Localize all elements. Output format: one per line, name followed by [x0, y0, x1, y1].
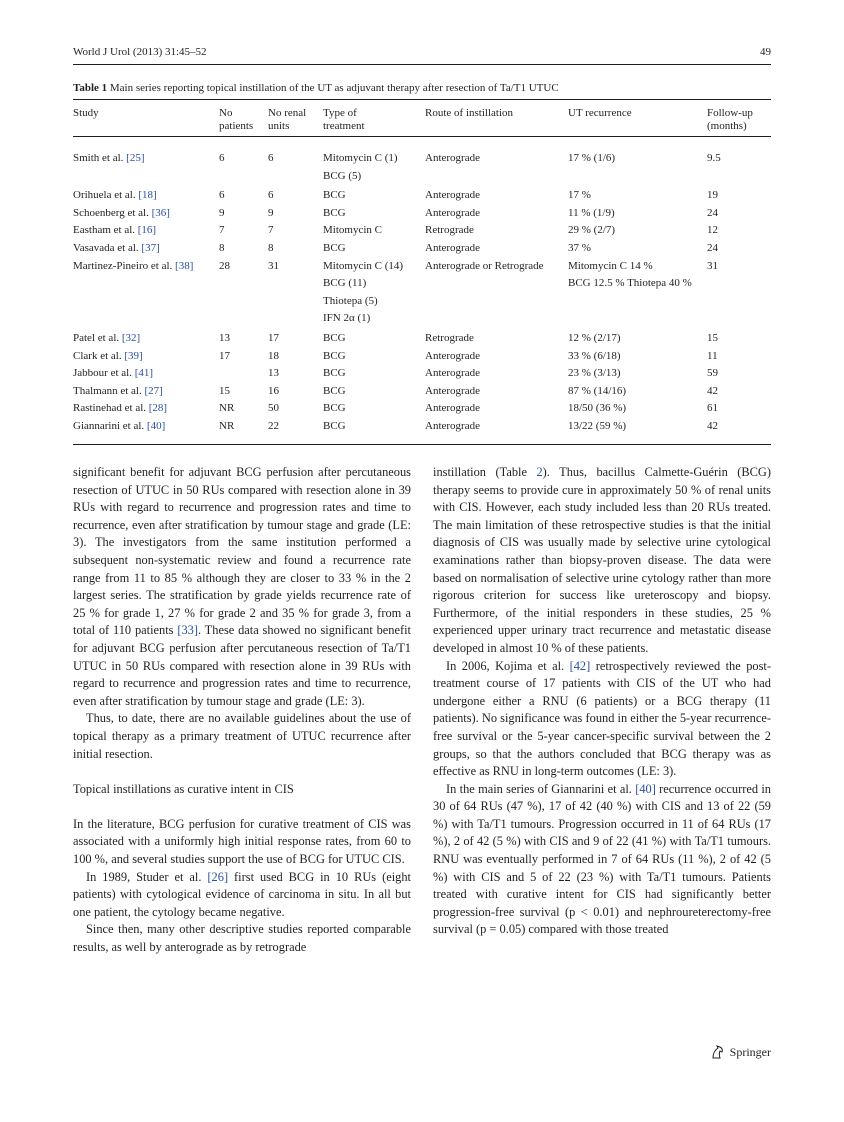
citation-link[interactable]: [40]	[146, 419, 166, 432]
citation-link[interactable]: [25]	[126, 152, 145, 164]
table-row	[73, 400, 771, 418]
citation-link[interactable]: [26]	[207, 869, 229, 884]
treatment-cell: BCG	[323, 206, 346, 219]
followup-cell: 24	[707, 206, 718, 219]
recurrence-cell: 37 %	[568, 241, 591, 254]
units-cell: 17	[268, 331, 279, 344]
followup-cell: 24	[707, 241, 718, 254]
recurrence-cell: 17 %	[568, 189, 591, 202]
treatment-cell: Mitomycin C	[323, 224, 382, 237]
citation-link[interactable]: [38]	[175, 259, 194, 272]
citation-link[interactable]: [36]	[151, 206, 170, 219]
followup-cell: 11	[707, 349, 718, 362]
treatment-cell: Mitomycin C (1) BCG (5)	[323, 152, 398, 182]
units-cell: 8	[268, 241, 274, 254]
left-paragraph-3: In the literature, BCG perfusion for curative treatment of CIS was associated with a uniformly high initial response rates, from 60 to 100 %, and several studies support the use of BCG for UTUC CIS.	[73, 816, 411, 867]
page-number: 49	[760, 46, 771, 58]
study-cell: Smith et al. [25]	[73, 152, 145, 164]
route-cell: Retrograde	[425, 331, 474, 344]
followup-cell: 59	[707, 367, 718, 380]
treatment-cell: BCG	[323, 418, 425, 444]
treatment-cell: BCG	[323, 331, 346, 344]
recurrence-cell: Mitomycin C 14 % BCG 12.5 % Thiotepa 40 %	[568, 259, 692, 290]
treatment-cell: BCG	[323, 367, 346, 380]
table-caption	[73, 82, 559, 94]
patients-cell: 13	[219, 331, 230, 344]
treatment-cell: BCG	[323, 241, 346, 254]
study-cell: Rastinehad et al. [28]	[73, 402, 168, 415]
citation-link[interactable]: [27]	[144, 384, 163, 397]
citation-link[interactable]: [37]	[141, 241, 160, 254]
treatment-cell: BCG	[323, 402, 346, 415]
route-cell: Anterograde	[425, 367, 480, 380]
citation-link[interactable]: [40]	[635, 781, 656, 796]
units-cell: 7	[268, 224, 274, 237]
citation-link[interactable]: [18]	[138, 189, 157, 202]
table-label: Table 1	[73, 82, 108, 94]
study-cell: Schoenberg et al. [36]	[73, 206, 170, 219]
table-row	[73, 258, 771, 328]
study-cell: Patel et al. [32]	[73, 331, 141, 344]
recurrence-cell: 23 % (3/13)	[568, 367, 621, 380]
study-cell: Clark et al. [39]	[73, 349, 143, 362]
followup-cell: 19	[707, 189, 718, 202]
column-header: No patients	[219, 100, 268, 137]
table-body	[73, 137, 771, 445]
patients-cell: 6	[219, 189, 225, 202]
study-cell: Giannarini et al. [40]	[73, 418, 219, 444]
patients-cell: NR	[219, 402, 235, 415]
right-paragraph-2: In 2006, Kojima et al. [42] retrospectively reviewed the post-treatment course of 17 patients with CIS of the UT who had undergone either a RNU (6 patients) or a BCG therapy (11 patients). No significance was found in either the 5-year recurrence-free survival or the 5-year cancer-specific survival between the 2 groups, so that the authors concluded that BCG therapy was as effective as RNU in long-term outcomes (LE: 3).	[433, 658, 771, 779]
left-paragraph-4: In 1989, Studer et al. [26] first used BCG in 10 RUs (eight patients) with cytological evidence of carcinoma in situ. In all but one patient, the cytology became negative.	[73, 869, 411, 919]
units-cell: 9	[268, 206, 274, 219]
route-cell: Anterograde	[425, 189, 480, 202]
patients-cell: 6	[219, 152, 225, 164]
study-cell: Jabbour et al. [41]	[73, 367, 154, 380]
left-column	[73, 464, 411, 957]
table-link[interactable]: 2	[536, 465, 543, 479]
units-cell: 6	[268, 189, 274, 202]
followup-cell: 12	[707, 224, 718, 237]
table-row	[73, 365, 771, 383]
citation-link[interactable]: [42]	[569, 658, 591, 673]
route-cell: Anterograde	[425, 349, 480, 362]
route-cell: Anterograde	[425, 402, 480, 415]
units-cell: 50	[268, 402, 279, 415]
route-cell: Anterograde	[425, 241, 480, 254]
publisher-name: Springer	[729, 1044, 771, 1059]
patients-cell: 17	[219, 349, 230, 362]
publisher-footer	[710, 1044, 771, 1060]
study-cell: Vasavada et al. [37]	[73, 241, 160, 254]
units-cell: 18	[268, 349, 279, 362]
table-row	[73, 418, 771, 444]
left-paragraph-5: Since then, many other descriptive studies reported comparable results, as well by anterograde as by retrograde	[73, 922, 411, 955]
patients-cell: 7	[219, 224, 225, 237]
citation-link[interactable]: [39]	[124, 349, 143, 362]
table-row	[73, 205, 771, 223]
followup-cell: 61	[707, 402, 718, 415]
recurrence-cell: 18/50 (36 %)	[568, 402, 627, 415]
recurrence-cell: 11 % (1/9)	[568, 206, 615, 219]
route-cell: Anterograde	[425, 152, 480, 164]
followup-cell: 15	[707, 331, 718, 344]
study-cell: Thalmann et al. [27]	[73, 384, 163, 397]
left-paragraph-2: Thus, to date, there are no available guidelines about the use of topical therapy as a primary treatment of UTUC recurrence after initial resection.	[73, 711, 411, 761]
patients-cell: NR	[219, 418, 268, 444]
table-row	[73, 328, 771, 348]
column-header: Study	[73, 100, 219, 137]
right-paragraph-3: In the main series of Giannarini et al. [40] recurrence occurred in 30 of 64 RUs (47 %), 17 of 42 (40 %) with CIS and 13 of 22 (59 %) with Ta/T1 tumours. Progression occurred in 11 of 64 RUs (17 %), 2 of 42 (5 %) with CIS and 9 of 22 (41 %) with Ta/T1 tumours. RNU was eventually performed in 7 of 64 RUs (11 %), 2 of 42 (5 %) with CIS and 5 of 22 (23 %) with Ta/T1 tumours. Patients treated with curative intent for CIS had significantly better progression-free survival (p < 0.01) and nephroureterectomy-free survival (p = 0.05) compared with those treated	[433, 781, 771, 937]
citation-link[interactable]: [32]	[121, 331, 141, 344]
recurrence-cell: 13/22 (59 %)	[568, 418, 707, 444]
table-row	[73, 185, 771, 205]
treatment-cell: BCG	[323, 349, 346, 362]
treatment-cell: Mitomycin C (14) BCG (11) Thiotepa (5) IFN 2α (1)	[323, 259, 404, 325]
column-header: Follow-up (months)	[707, 100, 771, 137]
recurrence-cell: 33 % (6/18)	[568, 349, 621, 362]
route-cell: Retrograde	[425, 224, 474, 237]
table-header-row	[73, 100, 771, 137]
column-header: UT recurrence	[568, 100, 707, 137]
treatment-cell: BCG	[323, 384, 346, 397]
citation-link[interactable]: [41]	[134, 367, 154, 380]
table-1	[73, 99, 771, 445]
recurrence-cell: 87 % (14/16)	[568, 384, 627, 397]
study-cell: Orihuela et al. [18]	[73, 189, 157, 202]
study-cell: Eastham et al. [16]	[73, 224, 157, 237]
table-row	[73, 137, 771, 186]
section-heading: Topical instillations as curative intent in CIS	[73, 781, 294, 796]
header-rule	[73, 64, 771, 65]
followup-cell: 9.5	[707, 152, 721, 164]
units-cell: 22	[268, 418, 323, 444]
left-paragraph-1: significant benefit for adjuvant BCG perfusion after percutaneous resection of UTUC in 50 RUs compared with resection alone in 39 RUs with regard to recurrence and progression rates and time to recurrence, even after stratification by tumour stage and grade (LE: 3). The investigators from the same institution performed a subsequent non-systematic review and found a recurrence rate range from 11 to 85 % although they are closer to 33 % in the 2 largest series. The stratification by grade yields recurrence rate of 25 % for grade 1, 27 % for grade 2 and 35 % for grade 3, from a total of 110 patients [33]. These data showed no significant benefit for adjuvant BCG perfusion after percutaneous resection of Ta/T1 UTUC in 50 RUs compared with resection alone in 39 RUs with regard to recurrence and progression rates and time to recurrence, even after stratification by tumour stage and grade (LE: 3).	[73, 465, 411, 708]
route-cell: Anterograde or Retrograde	[425, 259, 544, 272]
column-header: Type of treatment	[323, 100, 425, 137]
followup-cell: 42	[707, 418, 771, 444]
table-title: Main series reporting topical instillation of the UT as adjuvant therapy after resection of Ta/T1 UTUC	[109, 82, 559, 94]
right-paragraph-1: instillation (Table 2). Thus, bacillus Calmette-Guérin (BCG) therapy seems to provide cure in approximately 50 % of renal units with CIS. However, each study included less than 20 RUs treated. The main limitation of these retrospective studies is that the initial diagnosis of CIS was usually made by selective urine cytological examinations rather than biopsy-proven disease. The data were based on normalisation of selective urine cytology rather than more rigorous criterion for success like ureteroscopy and biopsy. Furthermore, of the initial responders in these studies, 25 % experienced upper urinary tract recurrence and metastatic disease developed in almost 10 % of these patients.	[433, 465, 771, 655]
citation-link[interactable]: [28]	[148, 402, 168, 415]
units-cell: 13	[268, 367, 279, 380]
citation-link[interactable]: [16]	[137, 224, 157, 237]
route-cell: Anterograde	[425, 418, 568, 444]
recurrence-cell: 12 % (2/17)	[568, 331, 621, 344]
patients-cell: 28	[219, 259, 230, 272]
followup-cell: 42	[707, 384, 718, 397]
column-header: No renal units	[268, 100, 323, 137]
patients-cell: 8	[219, 241, 225, 254]
patients-cell	[219, 365, 268, 383]
citation-link[interactable]: [33]	[177, 623, 198, 638]
units-cell: 6	[268, 152, 274, 164]
recurrence-cell: 29 % (2/7)	[568, 224, 616, 237]
units-cell: 31	[268, 259, 279, 272]
right-column	[433, 464, 771, 939]
route-cell: Anterograde	[425, 384, 480, 397]
table-row	[73, 240, 771, 258]
recurrence-cell: 17 % (1/6)	[568, 152, 616, 164]
patients-cell: 15	[219, 384, 230, 397]
table-row	[73, 222, 771, 240]
study-cell: Martinez-Pineiro et al. [38]	[73, 259, 194, 272]
followup-cell: 31	[707, 259, 718, 272]
running-header-journal: World J Urol (2013) 31:45–52	[73, 46, 207, 58]
patients-cell: 9	[219, 206, 225, 219]
units-cell: 16	[268, 384, 279, 397]
springer-horse-icon	[710, 1044, 726, 1060]
route-cell: Anterograde	[425, 206, 480, 219]
column-header: Route of instillation	[425, 100, 568, 137]
table-row	[73, 348, 771, 366]
table-row	[73, 383, 771, 401]
treatment-cell: BCG	[323, 189, 346, 202]
